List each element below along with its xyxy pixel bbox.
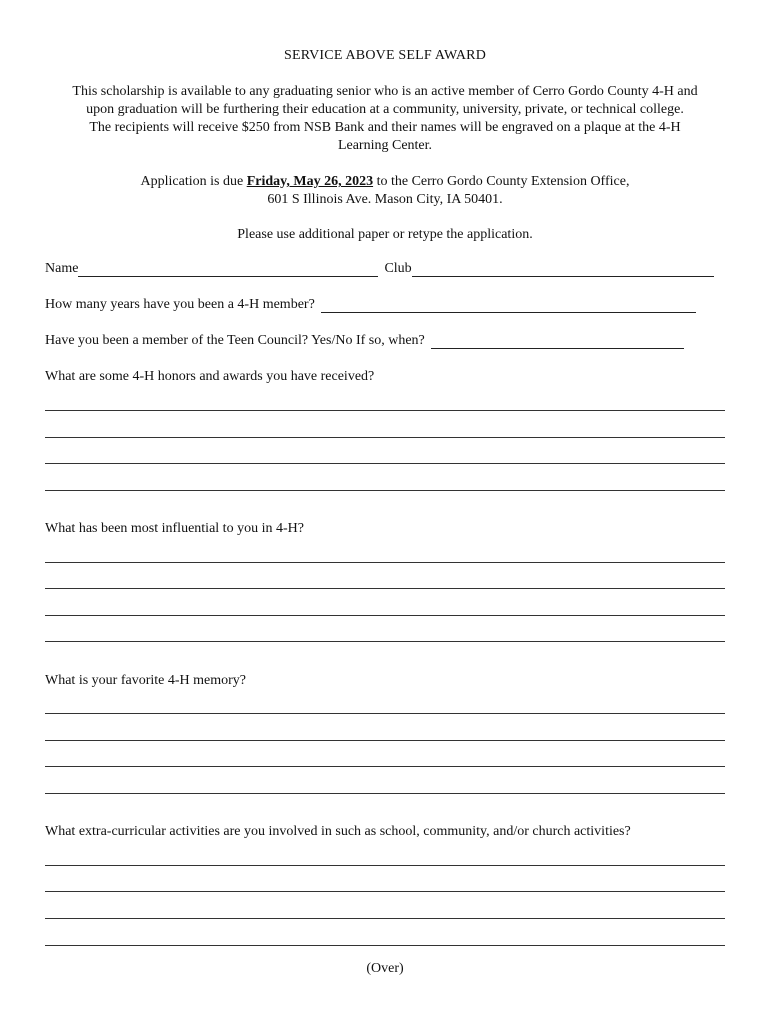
influential-answer-line[interactable] — [45, 641, 725, 642]
teen-council-row — [45, 333, 725, 349]
due-suffix: to the Cerro Gordo County Extension Office, — [373, 174, 630, 189]
years-field[interactable] — [321, 298, 696, 313]
over-note: (Over) — [366, 961, 404, 976]
activities-question: What extra-curricular activities are you involved in such as school, community, and/or church activities? — [45, 824, 631, 839]
memory-answer-line[interactable] — [45, 713, 725, 714]
teen-council-field[interactable] — [431, 334, 684, 349]
office-address: 601 S Illinois Ave. Mason City, IA 50401. — [267, 192, 503, 207]
intro-paragraph — [40, 83, 730, 155]
honors-answer-line[interactable] — [45, 437, 725, 438]
honors-question: What are some 4-H honors and awards you have received? — [45, 369, 375, 384]
honors-answer-line[interactable] — [45, 490, 725, 491]
due-date-paragraph — [40, 173, 730, 209]
instruction-note: Please use additional paper or retype the application. — [237, 227, 533, 242]
name-club-row — [45, 261, 725, 277]
memory-answer-line[interactable] — [45, 740, 725, 741]
memory-question: What is your favorite 4-H memory? — [45, 673, 246, 688]
years-label: How many years have you been a 4-H member? — [45, 297, 315, 312]
teen-council-label: Have you been a member of the Teen Council? Yes/No If so, when? — [45, 333, 425, 348]
club-label: Club — [384, 261, 412, 276]
intro-line: upon graduation will be furthering their education at a community, university, private, or technical college. — [86, 102, 684, 117]
activities-answer-line[interactable] — [45, 865, 725, 866]
due-prefix: Application is due — [140, 174, 247, 189]
activities-answer-line[interactable] — [45, 945, 725, 946]
influential-answer-line[interactable] — [45, 588, 725, 589]
honors-answer-line[interactable] — [45, 410, 725, 411]
intro-line: The recipients will receive $250 from NSB Bank and their names will be engraved on a plaque at the 4-H — [89, 120, 681, 135]
intro-line: This scholarship is available to any graduating senior who is an active member of Cerro Gordo County 4-H and — [72, 84, 698, 99]
name-field[interactable] — [78, 262, 378, 277]
due-date: Friday, May 26, 2023 — [246, 174, 374, 189]
years-row — [45, 297, 725, 313]
memory-answer-line[interactable] — [45, 793, 725, 794]
intro-line: Learning Center. — [337, 138, 433, 153]
club-field[interactable] — [412, 262, 714, 277]
influential-question: What has been most influential to you in 4-H? — [45, 521, 304, 536]
due-line — [40, 173, 730, 191]
honors-answer-line[interactable] — [45, 463, 725, 464]
name-label: Name — [45, 261, 79, 276]
page-title: SERVICE ABOVE SELF AWARD — [283, 48, 487, 63]
influential-answer-line[interactable] — [45, 615, 725, 616]
activities-answer-line[interactable] — [45, 891, 725, 892]
influential-answer-line[interactable] — [45, 562, 725, 563]
memory-answer-line[interactable] — [45, 766, 725, 767]
activities-answer-line[interactable] — [45, 918, 725, 919]
